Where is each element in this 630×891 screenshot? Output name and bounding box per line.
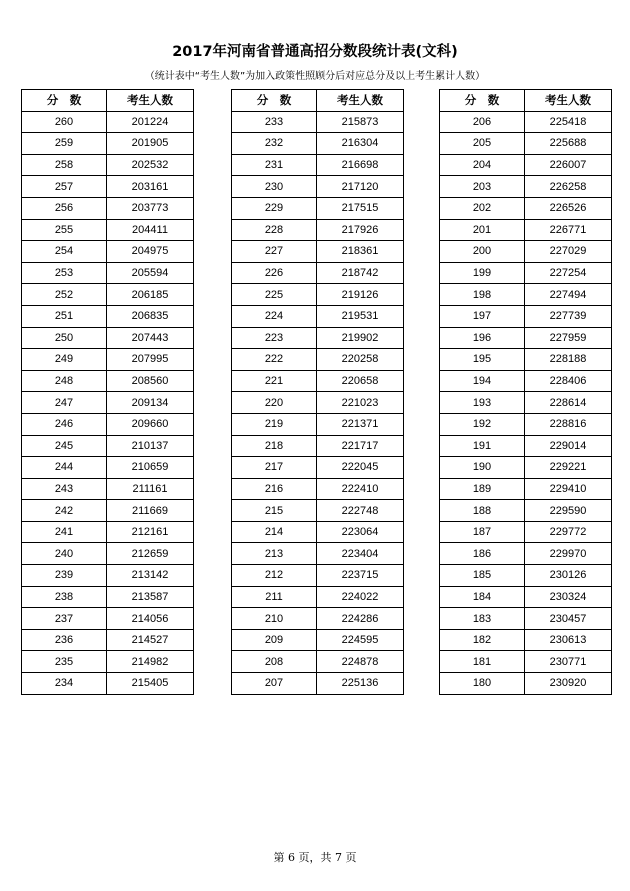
- table-row: [440, 435, 612, 457]
- count-cell: 222045: [317, 457, 404, 479]
- count-cell: 212161: [107, 521, 194, 543]
- count-cell: 221023: [317, 392, 404, 414]
- table-row: [232, 219, 404, 241]
- count-cell: 211669: [107, 500, 194, 522]
- count-cell: 201905: [107, 133, 194, 155]
- count-cell: 223064: [317, 521, 404, 543]
- table-row: [22, 197, 194, 219]
- score-cell: 214: [232, 521, 317, 543]
- table-row: [232, 392, 404, 414]
- table-row: [22, 327, 194, 349]
- count-cell: 214056: [107, 608, 194, 630]
- score-cell: 194: [440, 370, 525, 392]
- table-row: [22, 543, 194, 565]
- count-cell: 203773: [107, 197, 194, 219]
- count-cell: 227494: [525, 284, 612, 306]
- score-cell: 205: [440, 133, 525, 155]
- count-cell: 219531: [317, 305, 404, 327]
- score-cell: 187: [440, 521, 525, 543]
- score-cell: 248: [22, 370, 107, 392]
- table-row: [232, 241, 404, 263]
- table-row: [232, 543, 404, 565]
- table-row: [22, 435, 194, 457]
- count-cell: 226771: [525, 219, 612, 241]
- score-cell: 241: [22, 521, 107, 543]
- count-cell: 217926: [317, 219, 404, 241]
- count-cell: 204411: [107, 219, 194, 241]
- score-table-1: [21, 89, 194, 695]
- count-cell: 213587: [107, 586, 194, 608]
- score-cell: 204: [440, 154, 525, 176]
- score-cell: 245: [22, 435, 107, 457]
- table-row: [440, 111, 612, 133]
- table-row: [232, 435, 404, 457]
- score-cell: 260: [22, 111, 107, 133]
- score-cell: 188: [440, 500, 525, 522]
- table-row: [22, 565, 194, 587]
- count-cell: 215873: [317, 111, 404, 133]
- table-row: [440, 197, 612, 219]
- count-cell: 206185: [107, 284, 194, 306]
- count-cell: 228406: [525, 370, 612, 392]
- table-row: [22, 133, 194, 155]
- score-cell: 211: [232, 586, 317, 608]
- table-row: [232, 586, 404, 608]
- score-cell: 181: [440, 651, 525, 673]
- count-cell: 227959: [525, 327, 612, 349]
- count-cell: 204975: [107, 241, 194, 263]
- score-cell: 222: [232, 349, 317, 371]
- table-row: [22, 673, 194, 695]
- score-cell: 197: [440, 305, 525, 327]
- score-cell: 182: [440, 629, 525, 651]
- table-row: [440, 219, 612, 241]
- table-row: [440, 651, 612, 673]
- score-cell: 184: [440, 586, 525, 608]
- header-count: 考生人数: [525, 90, 612, 112]
- table-row: [232, 370, 404, 392]
- score-cell: 244: [22, 457, 107, 479]
- table-row: [440, 673, 612, 695]
- score-cell: 201: [440, 219, 525, 241]
- count-cell: 207443: [107, 327, 194, 349]
- score-cell: 230: [232, 176, 317, 198]
- table-row: [440, 176, 612, 198]
- table-row: [440, 565, 612, 587]
- table-row: [440, 241, 612, 263]
- score-cell: 237: [22, 608, 107, 630]
- score-cell: 196: [440, 327, 525, 349]
- count-cell: 223404: [317, 543, 404, 565]
- count-cell: 227739: [525, 305, 612, 327]
- score-cell: 218: [232, 435, 317, 457]
- table-row: [232, 478, 404, 500]
- table-row: [22, 219, 194, 241]
- score-cell: 226: [232, 262, 317, 284]
- score-cell: 189: [440, 478, 525, 500]
- score-cell: 252: [22, 284, 107, 306]
- table-row: [232, 262, 404, 284]
- table-row: [232, 673, 404, 695]
- score-cell: 183: [440, 608, 525, 630]
- score-cell: 227: [232, 241, 317, 263]
- score-cell: 246: [22, 413, 107, 435]
- score-cell: 254: [22, 241, 107, 263]
- page-subtitle: （统计表中“考生人数”为加入政策性照顾分后对应总分及以上考生累计人数）: [144, 71, 486, 82]
- count-cell: 222748: [317, 500, 404, 522]
- score-cell: 238: [22, 586, 107, 608]
- table-row: [232, 500, 404, 522]
- count-cell: 227254: [525, 262, 612, 284]
- count-cell: 230613: [525, 629, 612, 651]
- count-cell: 221371: [317, 413, 404, 435]
- score-cell: 180: [440, 673, 525, 695]
- table-row: [22, 478, 194, 500]
- header-count: 考生人数: [317, 90, 404, 112]
- table-row: [232, 154, 404, 176]
- table-row: [440, 500, 612, 522]
- count-cell: 219902: [317, 327, 404, 349]
- table-row: [440, 543, 612, 565]
- table-row: [232, 133, 404, 155]
- table-row: [440, 392, 612, 414]
- count-cell: 228188: [525, 349, 612, 371]
- count-cell: 215405: [107, 673, 194, 695]
- table-row: [232, 457, 404, 479]
- table-row: [232, 176, 404, 198]
- header-score: 分 数: [440, 90, 525, 112]
- table-row: [22, 111, 194, 133]
- header-score: 分 数: [232, 90, 317, 112]
- count-cell: 223715: [317, 565, 404, 587]
- score-cell: 198: [440, 284, 525, 306]
- score-cell: 221: [232, 370, 317, 392]
- table-row: [440, 629, 612, 651]
- count-cell: 226007: [525, 154, 612, 176]
- score-cell: 240: [22, 543, 107, 565]
- score-cell: 224: [232, 305, 317, 327]
- score-cell: 243: [22, 478, 107, 500]
- score-cell: 185: [440, 565, 525, 587]
- table-row: [440, 608, 612, 630]
- count-cell: 229970: [525, 543, 612, 565]
- header-score: 分 数: [22, 90, 107, 112]
- count-cell: 224022: [317, 586, 404, 608]
- count-cell: 224878: [317, 651, 404, 673]
- score-cell: 192: [440, 413, 525, 435]
- score-cell: 228: [232, 219, 317, 241]
- count-cell: 229221: [525, 457, 612, 479]
- score-cell: 202: [440, 197, 525, 219]
- count-cell: 217120: [317, 176, 404, 198]
- score-cell: 206: [440, 111, 525, 133]
- score-cell: 258: [22, 154, 107, 176]
- count-cell: 221717: [317, 435, 404, 457]
- count-cell: 213142: [107, 565, 194, 587]
- table-row: [232, 197, 404, 219]
- score-cell: 209: [232, 629, 317, 651]
- score-cell: 203: [440, 176, 525, 198]
- table-row: [22, 586, 194, 608]
- count-cell: 229590: [525, 500, 612, 522]
- count-cell: 228614: [525, 392, 612, 414]
- table-header-row: [232, 90, 404, 112]
- score-cell: 200: [440, 241, 525, 263]
- count-cell: 203161: [107, 176, 194, 198]
- score-cell: 223: [232, 327, 317, 349]
- count-cell: 230920: [525, 673, 612, 695]
- page-title: 2017年河南省普通高招分数段统计表(文科): [172, 44, 458, 60]
- table-row: [440, 262, 612, 284]
- score-cell: 235: [22, 651, 107, 673]
- score-cell: 250: [22, 327, 107, 349]
- score-cell: 193: [440, 392, 525, 414]
- table-row: [22, 262, 194, 284]
- table-row: [440, 327, 612, 349]
- table-row: [22, 521, 194, 543]
- table-row: [440, 284, 612, 306]
- count-cell: 205594: [107, 262, 194, 284]
- table-row: [440, 154, 612, 176]
- score-cell: 234: [22, 673, 107, 695]
- table-row: [440, 370, 612, 392]
- score-cell: 215: [232, 500, 317, 522]
- table-row: [232, 608, 404, 630]
- table-header-row: [22, 90, 194, 112]
- score-cell: 195: [440, 349, 525, 371]
- score-cell: 217: [232, 457, 317, 479]
- count-cell: 224286: [317, 608, 404, 630]
- table-row: [22, 349, 194, 371]
- count-cell: 229772: [525, 521, 612, 543]
- count-cell: 230771: [525, 651, 612, 673]
- table-row: [232, 349, 404, 371]
- score-cell: 225: [232, 284, 317, 306]
- count-cell: 229410: [525, 478, 612, 500]
- count-cell: 216304: [317, 133, 404, 155]
- count-cell: 210137: [107, 435, 194, 457]
- score-cell: 249: [22, 349, 107, 371]
- score-cell: 220: [232, 392, 317, 414]
- table-row: [232, 413, 404, 435]
- score-cell: 232: [232, 133, 317, 155]
- count-cell: 224595: [317, 629, 404, 651]
- count-cell: 214527: [107, 629, 194, 651]
- count-cell: 225688: [525, 133, 612, 155]
- table-row: [22, 457, 194, 479]
- table-row: [232, 521, 404, 543]
- score-cell: 190: [440, 457, 525, 479]
- table-row: [440, 586, 612, 608]
- count-cell: 217515: [317, 197, 404, 219]
- count-cell: 208560: [107, 370, 194, 392]
- table-row: [232, 629, 404, 651]
- count-cell: 211161: [107, 478, 194, 500]
- table-row: [232, 284, 404, 306]
- header-count: 考生人数: [107, 90, 194, 112]
- table-row: [22, 241, 194, 263]
- table-row: [22, 500, 194, 522]
- table-row: [440, 305, 612, 327]
- count-cell: 210659: [107, 457, 194, 479]
- count-cell: 228816: [525, 413, 612, 435]
- table-row: [22, 284, 194, 306]
- score-cell: 186: [440, 543, 525, 565]
- score-cell: 207: [232, 673, 317, 695]
- score-cell: 256: [22, 197, 107, 219]
- count-cell: 201224: [107, 111, 194, 133]
- table-row: [440, 457, 612, 479]
- count-cell: 222410: [317, 478, 404, 500]
- table-row: [22, 154, 194, 176]
- count-cell: 216698: [317, 154, 404, 176]
- count-cell: 206835: [107, 305, 194, 327]
- score-cell: 208: [232, 651, 317, 673]
- score-cell: 231: [232, 154, 317, 176]
- score-cell: 229: [232, 197, 317, 219]
- table-row: [232, 651, 404, 673]
- count-cell: 218742: [317, 262, 404, 284]
- table-row: [22, 413, 194, 435]
- count-cell: 225136: [317, 673, 404, 695]
- table-row: [22, 305, 194, 327]
- count-cell: 229014: [525, 435, 612, 457]
- page-footer: 第 6 页，共 7 页: [273, 851, 357, 864]
- table-row: [440, 521, 612, 543]
- table-row: [440, 349, 612, 371]
- score-cell: 212: [232, 565, 317, 587]
- score-cell: 247: [22, 392, 107, 414]
- score-cell: 219: [232, 413, 317, 435]
- count-cell: 219126: [317, 284, 404, 306]
- table-row: [440, 133, 612, 155]
- score-cell: 239: [22, 565, 107, 587]
- score-cell: 251: [22, 305, 107, 327]
- table-row: [22, 392, 194, 414]
- count-cell: 202532: [107, 154, 194, 176]
- count-cell: 220258: [317, 349, 404, 371]
- count-cell: 220658: [317, 370, 404, 392]
- table-row: [22, 629, 194, 651]
- count-cell: 227029: [525, 241, 612, 263]
- table-row: [22, 176, 194, 198]
- count-cell: 225418: [525, 111, 612, 133]
- count-cell: 212659: [107, 543, 194, 565]
- score-cell: 210: [232, 608, 317, 630]
- score-cell: 255: [22, 219, 107, 241]
- score-cell: 253: [22, 262, 107, 284]
- count-cell: 209660: [107, 413, 194, 435]
- score-cell: 236: [22, 629, 107, 651]
- count-cell: 214982: [107, 651, 194, 673]
- score-cell: 242: [22, 500, 107, 522]
- table-row: [232, 327, 404, 349]
- table-header-row: [440, 90, 612, 112]
- score-cell: 233: [232, 111, 317, 133]
- count-cell: 207995: [107, 349, 194, 371]
- table-row: [440, 413, 612, 435]
- table-row: [232, 565, 404, 587]
- score-cell: 199: [440, 262, 525, 284]
- table-row: [22, 608, 194, 630]
- count-cell: 230457: [525, 608, 612, 630]
- table-row: [22, 370, 194, 392]
- score-cell: 257: [22, 176, 107, 198]
- score-table-2: [231, 89, 404, 695]
- table-row: [232, 305, 404, 327]
- count-cell: 230324: [525, 586, 612, 608]
- count-cell: 226526: [525, 197, 612, 219]
- score-cell: 259: [22, 133, 107, 155]
- table-row: [440, 478, 612, 500]
- score-cell: 213: [232, 543, 317, 565]
- table-row: [22, 651, 194, 673]
- table-row: [232, 111, 404, 133]
- score-cell: 216: [232, 478, 317, 500]
- score-cell: 191: [440, 435, 525, 457]
- count-cell: 226258: [525, 176, 612, 198]
- count-cell: 209134: [107, 392, 194, 414]
- score-table-3: [439, 89, 612, 695]
- count-cell: 218361: [317, 241, 404, 263]
- count-cell: 230126: [525, 565, 612, 587]
